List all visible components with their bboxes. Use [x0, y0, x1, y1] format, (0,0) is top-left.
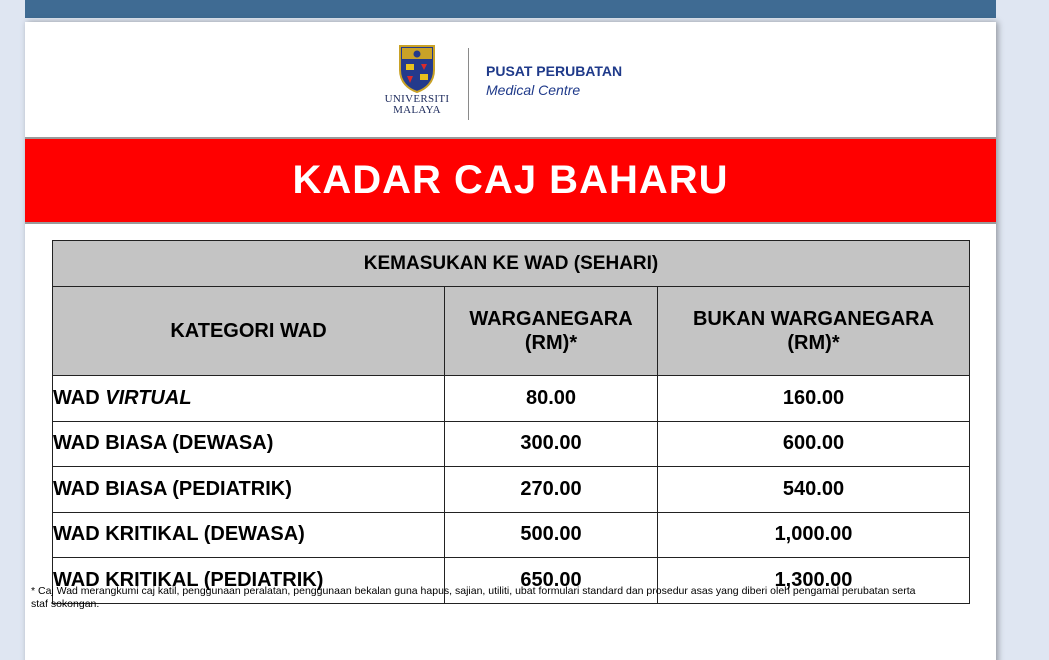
- top-bar: [25, 0, 996, 18]
- column-header-non-citizen-text: BUKAN WARGANEGARA (RM)*: [692, 308, 935, 354]
- citizen-rate-cell: 650.00: [445, 558, 658, 604]
- ward-category-emphasis: VIRTUAL: [105, 386, 192, 409]
- column-header-non-citizen: [658, 287, 970, 376]
- ward-category-cell: [53, 376, 445, 422]
- column-header-category: KATEGORI WAD: [53, 287, 445, 376]
- table-title-row: [53, 241, 970, 287]
- university-name-line2: MALAYA: [393, 104, 441, 116]
- table-row: [53, 467, 970, 513]
- citizen-rate-cell: 80.00: [445, 376, 658, 422]
- non-citizen-rate-cell: 600.00: [658, 421, 970, 467]
- university-crest-icon: [398, 44, 436, 94]
- ward-category-label: WAD BIASA (PEDIATRIK): [53, 477, 292, 500]
- ward-category-cell: [53, 512, 445, 558]
- university-name-line1: UNIVERSITI: [384, 93, 450, 105]
- centre-name: [486, 63, 622, 98]
- footnote: * Caj Wad merangkumi caj katil, penggunaan peralatan, penggunaan bekalan guna hapus, sajian, utiliti, ubat formulari standard dan prosedur asas yang diberi oleh pengamal perubatan serta staf sokongan.: [31, 585, 916, 610]
- centre-subtitle: Medical Centre: [486, 82, 581, 98]
- non-citizen-rate-cell: 1,300.00: [658, 558, 970, 604]
- ward-category-label: WAD KRITIKAL (DEWASA): [53, 523, 305, 546]
- ward-category-label: WAD: [53, 386, 100, 409]
- university-logo: [377, 44, 457, 116]
- ward-charges-table: [52, 240, 970, 604]
- citizen-rate-cell: 270.00: [445, 467, 658, 513]
- non-citizen-rate-cell: 540.00: [658, 467, 970, 513]
- column-header-citizen: [445, 287, 658, 376]
- table-header-row: [53, 287, 970, 376]
- table-row: [53, 512, 970, 558]
- citizen-rate-cell: 500.00: [445, 512, 658, 558]
- banner-title: KADAR CAJ BAHARU: [292, 158, 729, 202]
- table-title: KEMASUKAN KE WAD (SEHARI): [53, 241, 970, 287]
- table-row: [53, 376, 970, 422]
- ward-category-label: WAD KRITIKAL (PEDIATRIK): [53, 568, 324, 591]
- ward-category-label: WAD BIASA (DEWASA): [53, 432, 274, 455]
- table-row: [53, 421, 970, 467]
- ward-category-cell: [53, 421, 445, 467]
- non-citizen-rate-cell: 160.00: [658, 376, 970, 422]
- title-banner: [25, 137, 996, 224]
- ward-category-cell: [53, 467, 445, 513]
- column-header-citizen-text: WARGANEGARA (RM)*: [469, 308, 633, 354]
- citizen-rate-cell: 300.00: [445, 421, 658, 467]
- centre-title: PUSAT PERUBATAN: [486, 63, 623, 79]
- header-divider: [468, 48, 469, 120]
- non-citizen-rate-cell: 1,000.00: [658, 512, 970, 558]
- letterhead: [25, 22, 996, 137]
